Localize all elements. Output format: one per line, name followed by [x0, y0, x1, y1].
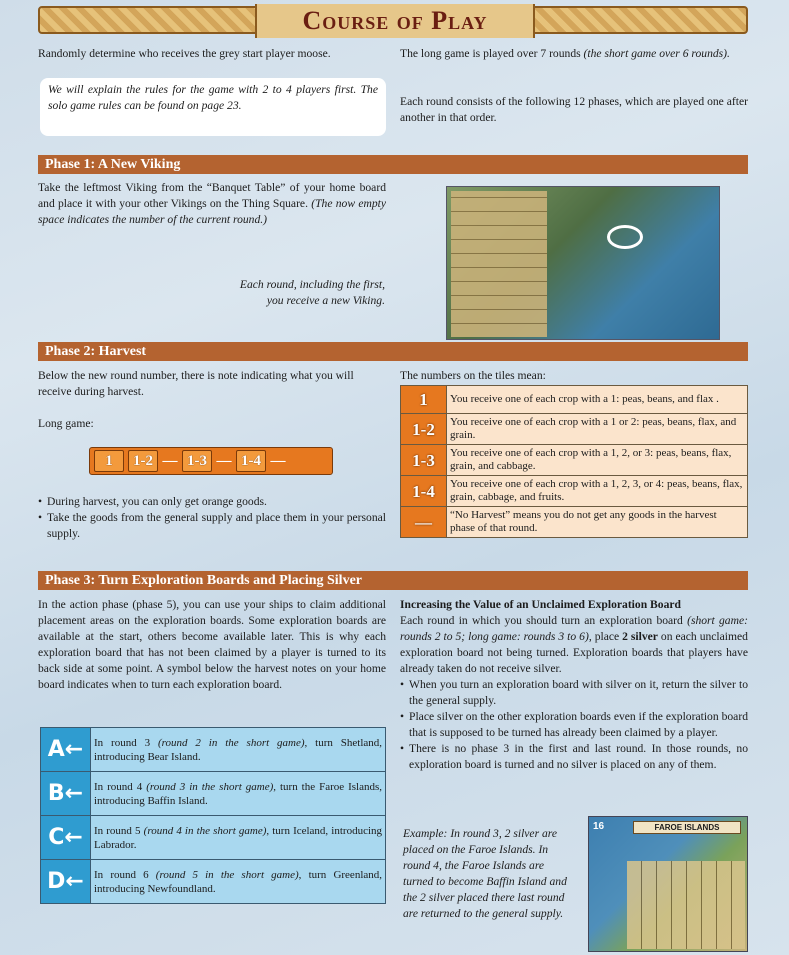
harvest-chip: 1-2 — [128, 450, 158, 472]
rounds-text — [400, 46, 748, 62]
board-text-b: (round 5 in the short game) — [155, 868, 299, 881]
phase1-text-italic: (The now empty space indicates the number of the current round.) — [38, 197, 387, 226]
board-text-c: , turn the Faroe Islands, introducing Baffin Island. — [94, 780, 383, 807]
long-game-label: Long game: — [38, 417, 94, 430]
start-player-text: Randomly determine who receives the grey start player moose. — [38, 47, 331, 60]
board-a-icon: A← — [41, 728, 91, 772]
board-text — [91, 860, 386, 904]
table-row — [401, 445, 748, 476]
board-text-b: (round 3 in the short game) — [146, 780, 274, 793]
harvest-strip — [89, 447, 333, 475]
table-row — [41, 772, 386, 816]
board-d-icon: D← — [41, 860, 91, 904]
list-item: • Take the goods from the general supply and place them in your personal supply. — [38, 510, 386, 542]
tile-text: “No Harvest” means you do not get any goods in the harvest phase of that round. — [447, 507, 748, 538]
list-item: • Place silver on the other exploration boards even if the exploration board that is supposed to be turned has already been claimed by a player. — [400, 709, 748, 741]
board-text — [91, 728, 386, 772]
faroe-label: FAROE ISLANDS — [633, 821, 741, 834]
harvest-chip: 1-3 — [182, 450, 212, 472]
phase3-bullets — [400, 677, 748, 773]
board-text-c: , turn Shetland, introducing Bear Island. — [94, 736, 383, 763]
board-b-icon: B← — [41, 772, 91, 816]
phases-text: Each round consists of the following 12 phases, which are played one after another in that order. — [400, 95, 748, 124]
silver-heading: Increasing the Value of an Unclaimed Exploration Board — [400, 598, 681, 611]
board-text-b: (round 2 in the short game) — [157, 736, 305, 749]
board-text-c: , turn Iceland, introducing Labrador. — [94, 824, 383, 851]
phase1-text-main: Take the leftmost Viking from the “Banquet Table” of your home board and place it with your other Vikings on the Thing Square. — [38, 181, 386, 210]
table-row — [41, 816, 386, 860]
phase1-caption-line2: you receive a new Viking. — [266, 294, 385, 307]
table-row — [401, 386, 748, 414]
board-c-icon: C← — [41, 816, 91, 860]
silver-text — [400, 613, 748, 677]
harvest-chip: 1 — [94, 450, 124, 472]
board-text-c: , turn Greenland, introducing Newfoundland. — [94, 868, 383, 895]
board-text-a: In round 3 — [94, 736, 158, 749]
board-text-a: In round 6 — [94, 868, 156, 881]
tile-icon: 1-4 — [401, 476, 447, 507]
list-item: • There is no phase 3 in the first and last round. In those rounds, no exploration board is turned and no silver is placed on any of them. — [400, 741, 748, 773]
tiles-intro: The numbers on the tiles mean: — [400, 369, 546, 382]
board-text-b: (round 4 in the short game) — [143, 824, 267, 837]
table-row — [41, 728, 386, 772]
phase2-heading: Phase 2: Harvest — [38, 342, 748, 361]
tiles-table — [400, 385, 748, 538]
phase3-text: In the action phase (phase 5), you can use your ships to claim additional placement areas on the exploration boards. Some exploration boards are available at the start, others become available later. This is why each exploration board that has not been claimed by a player is turned to its back side at some point. A symbol below the harvest notes on your home board indicates when to turn each exploration board. — [38, 598, 386, 691]
phase2-text: Below the new round number, there is note indicating what you will receive during harvest. — [38, 369, 354, 398]
tile-icon: 1-2 — [401, 414, 447, 445]
board-text-a: In round 4 — [94, 780, 147, 793]
example-text: Example: In round 3, 2 silver are placed on the Faroe Islands. In round 4, the Faroe Islands are turned to become Baffin Island and the 2 silver placed there last round are returned to the general supply. — [403, 827, 567, 920]
silver-text-b: (short game: rounds 2 to 5; long game: rounds 3 to 6) — [400, 614, 748, 643]
board-text — [91, 816, 386, 860]
silver-text-a: Each round in which you should turn an exploration board — [400, 614, 688, 627]
phase1-text — [38, 180, 386, 228]
silver-text-c: , place — [588, 630, 623, 643]
silver-text-e: on each unclaimed exploration board not being turned. Exploration boards that players have already taken do not receive silver. — [400, 630, 748, 675]
exploration-table — [40, 727, 386, 904]
phase1-caption — [150, 277, 385, 309]
tile-icon: — — [401, 507, 447, 538]
faroe-number: 16 — [593, 821, 605, 832]
rounds-text-main: The long game is played over 7 rounds — [400, 47, 584, 60]
list-item: • During harvest, you can only get orange goods. — [38, 494, 386, 510]
tile-text: You receive one of each crop with a 1, 2, or 3: peas, beans, flax, grain, and cabbage. — [447, 445, 748, 476]
table-row — [401, 414, 748, 445]
phase1-heading: Phase 1: A New Viking — [38, 155, 748, 174]
silver-amount: 2 silver — [622, 630, 658, 643]
table-row — [401, 476, 748, 507]
highlight-ring-icon — [607, 225, 643, 249]
tile-text: You receive one of each crop with a 1 or 2: peas, beans, flax, and grain. — [447, 414, 748, 445]
harvest-dash: — — [270, 453, 286, 469]
faroe-islands-board-image — [588, 816, 748, 952]
board-text — [91, 772, 386, 816]
tile-text: You receive one of each crop with a 1: peas, beans, and flax . — [447, 386, 748, 414]
board-text-a: In round 5 — [94, 824, 144, 837]
phase2-bullets — [38, 494, 386, 542]
harvest-dash: — — [216, 453, 232, 469]
tile-text: You receive one of each crop with a 1, 2, 3, or 4: peas, beans, flax, grain, cabbage, and fruits. — [447, 476, 748, 507]
harvest-chip: 1-4 — [236, 450, 266, 472]
faroe-grid — [627, 861, 745, 949]
table-row — [401, 507, 748, 538]
rules-note — [40, 78, 386, 136]
home-board-image — [446, 186, 720, 340]
phase1-caption-line1: Each round, including the first, — [239, 278, 385, 291]
tile-icon: 1-3 — [401, 445, 447, 476]
list-item: • When you turn an exploration board with silver on it, return the silver to the general supply. — [400, 677, 748, 709]
rules-note-text: We will explain the rules for the game with 2 to 4 players first. The solo game rules can be found on page 23. — [48, 83, 378, 112]
tile-icon: 1 — [401, 386, 447, 414]
table-row — [41, 860, 386, 904]
rounds-text-short: (the short game over 6 rounds). — [583, 47, 730, 60]
phase3-heading: Phase 3: Turn Exploration Boards and Placing Silver — [38, 571, 748, 590]
home-board-grid — [451, 191, 547, 337]
harvest-dash: — — [162, 453, 178, 469]
page-title: Course of Play — [255, 4, 535, 38]
